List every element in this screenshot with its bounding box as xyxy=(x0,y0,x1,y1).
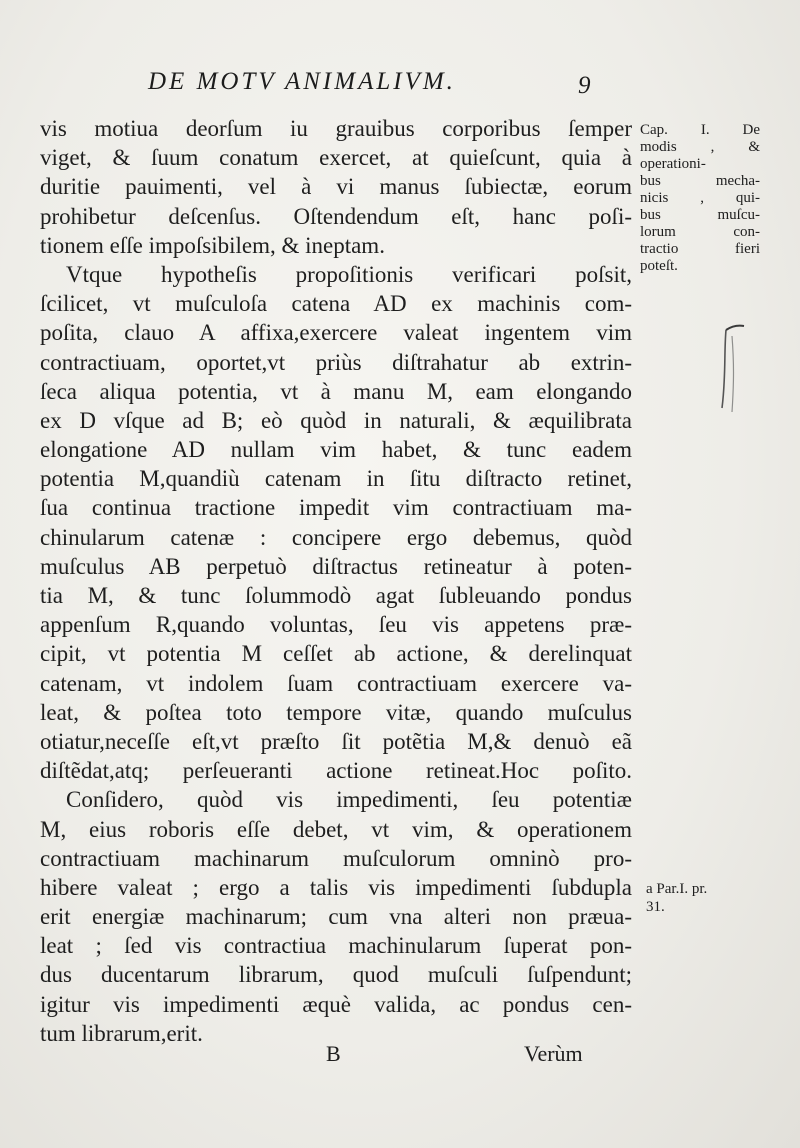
text-line: tum librarum,erit. xyxy=(40,1020,203,1046)
text-line: erit energiæ machinarum; cum vna alteri non præua- xyxy=(40,904,632,930)
text-line: Conſidero, quòd vis impedimenti, ſeu potentiæ xyxy=(66,787,632,813)
text-line: contractiuam machinarum muſculorum omninò pro- xyxy=(40,845,632,871)
text-line: ſeca aliqua potentia, vt à manu M, eam elongando xyxy=(40,378,632,404)
text-line: tia M, & tunc ſolummodò agat ſubleuando pondus xyxy=(40,583,632,608)
text-line: ex D vſque ad B; eò quòd in naturali, & æquilibrata xyxy=(40,407,632,433)
text-line: duritie pauimenti, vel à vi manus ſubiectæ, eorum xyxy=(40,174,632,200)
text-line: ſua continua tractione impedit vim contractiuam ma- xyxy=(40,495,632,521)
margin-note-line: nicis , qui- xyxy=(640,190,760,206)
margin-note-line: operationi- xyxy=(640,156,706,172)
text-line: poſita, clauo A affixa,exercere valeat ingentem vim xyxy=(40,320,632,346)
margin-note-line: Cap. I. De xyxy=(640,122,760,138)
text-line: elongatione AD nullam vim habet, & tunc eadem xyxy=(40,437,632,463)
margin-note-line: lorum con- xyxy=(640,224,760,240)
margin-note-line: bus mecha- xyxy=(640,173,760,189)
margin-note-line: poteſt. xyxy=(640,258,678,274)
text-line: viget, & ſuum conatum exercet, at quieſcunt, quia à xyxy=(40,145,632,171)
page-number: 9 xyxy=(578,72,591,99)
text-line: vis motiua deorſum iu grauibus corporibus ſemper xyxy=(40,116,632,141)
text-line: muſculus AB perpetuò diſtractus retineatur à poten- xyxy=(40,553,632,579)
margin-note-line: modis , & xyxy=(640,139,760,155)
text-line: M, eius roboris eſſe debet, vt vim, & operationem xyxy=(40,816,632,842)
signature-mark: B xyxy=(326,1041,341,1066)
text-line: cipit, vt potentia M ceſſet ab actione, & derelinquat xyxy=(40,641,632,667)
text-line: catenam, vt indolem ſuam contractiuam exercere va- xyxy=(40,670,632,696)
text-line: appenſum R,quando voluntas, ſeu vis appetens præ- xyxy=(40,612,632,638)
running-title: DE MOTV ANIMALIVM. xyxy=(148,68,456,95)
margin-note-line: tractio fieri xyxy=(640,241,760,257)
text-line: otiatur,neceſſe eſt,vt præſto ſit potẽtia M,& denuò eã xyxy=(40,728,632,754)
text-line: diſtẽdat,atq; perſeueranti actione retineat.Hoc poſito. xyxy=(40,758,632,784)
margin-note-line: a Par.I. pr. xyxy=(646,881,708,897)
text-line: contractiuam, oportet,vt priùs diſtrahatur ab extrin- xyxy=(40,349,632,375)
catchword: Verùm xyxy=(524,1041,583,1066)
text-line: dus ducentarum librarum, quod muſculi ſuſpendunt; xyxy=(40,962,632,988)
margin-note-line: bus muſcu- xyxy=(640,207,760,223)
text-line: hibere valeat ; ergo a talis vis impedimenti ſubdupla xyxy=(40,874,632,900)
text-line: Vtque hypotheſis propoſitionis verificari poſsit, xyxy=(66,261,632,287)
text-line: leat, & poſtea toto tempore vitæ, quando muſculus xyxy=(40,699,632,725)
main-text-block xyxy=(40,114,632,1048)
ink-bracket-mark xyxy=(712,322,752,417)
text-line: tionem eſſe impoſsibilem, & ineptam. xyxy=(40,232,385,258)
text-line: prohibetur deſcenſus. Oſtendendum eſt, hanc poſi- xyxy=(40,203,632,229)
text-line: ſcilicet, vt muſculoſa catena AD ex machinis com- xyxy=(40,291,632,317)
text-line: leat ; ſed vis contractiua machinularum ſuperat pon- xyxy=(40,933,632,959)
reference-margin-note xyxy=(646,880,756,916)
text-line: chinularum catenæ : concipere ergo debemus, quòd xyxy=(40,524,632,550)
chapter-margin-note xyxy=(640,122,760,275)
text-line: igitur vis impedimenti æquè valida, ac pondus cen- xyxy=(40,991,632,1017)
margin-note-line: 31. xyxy=(646,899,665,915)
text-line: potentia M,quandiù catenam in ſitu diſtracto retinet, xyxy=(40,466,632,492)
